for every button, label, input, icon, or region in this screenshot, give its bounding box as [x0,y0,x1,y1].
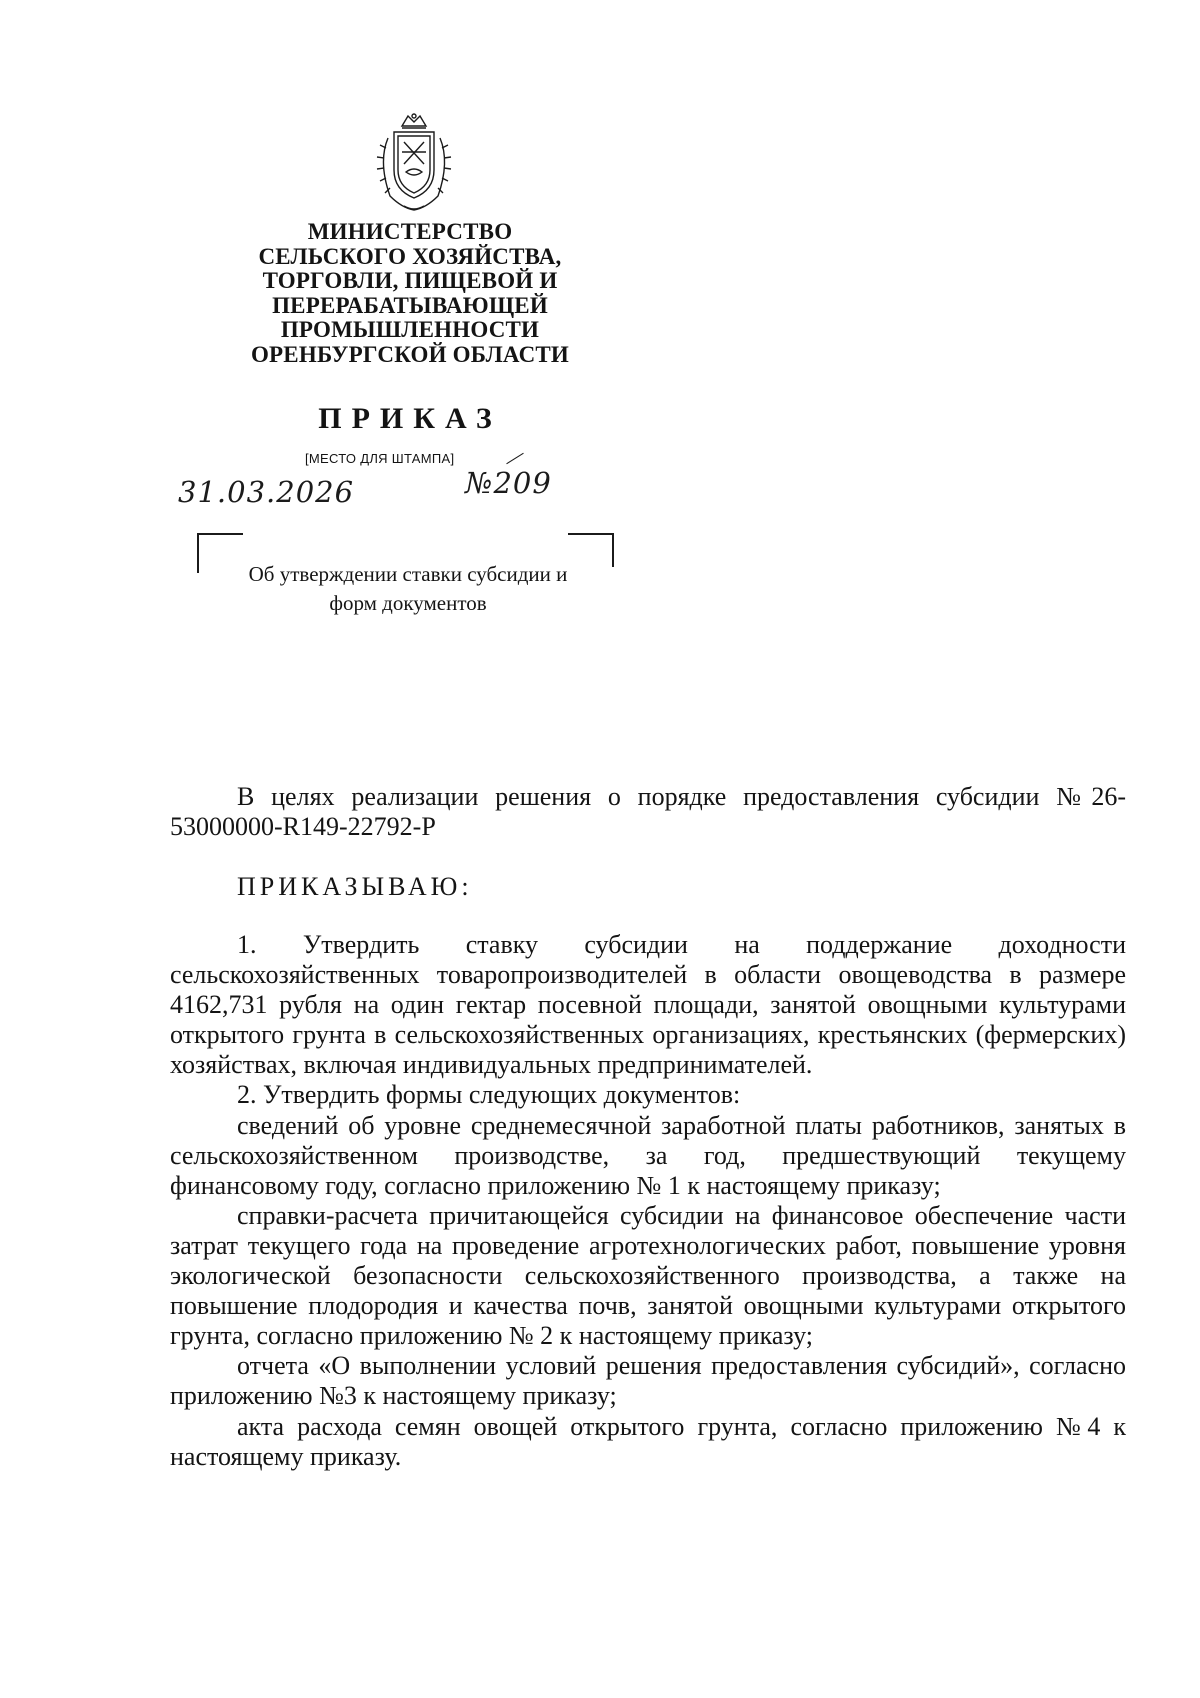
ministry-line: ПЕРЕРАБАТЫВАЮЩЕЙ [272,292,548,318]
ministry-line: ТОРГОВЛИ, ПИЩЕВОЙ И [262,268,558,293]
coat-of-arms-icon [368,112,460,214]
ministry-line: МИНИСТЕРСТВО [307,219,513,244]
subject-line: форм документов [329,591,487,615]
ministry-line: ПРОМЫШЛЕННОСТИ [280,317,540,342]
stamp-placeholder: [МЕСТО ДЛЯ ШТАМПА] [305,451,455,466]
paragraph-form-wages: сведений об уровне среднемесячной заработной платы работников, занятых в сельскохозяйственном производстве, за год, предшествующий текущему финансовому году, согласно приложению № 1 к настоящему приказу; [170,1110,1126,1200]
paragraph-2: 2. Утвердить формы следующих документов: [237,1080,741,1110]
ministry-line: СЕЛЬСКОГО ХОЗЯЙСТВА, [258,243,562,269]
subject-line: Об утверждении ставки субсидии и [248,562,568,586]
paragraph-form-calculation: справки-расчета причитающейся субсидии на финансовое обеспечение части затрат текущего года на проведение агротехнологических работ, повышение уровня экологической безопасности сельскохозяйственного производства, а также на повышение плодородия и качества почв, занятой овощными культурами открытого грунта, согласно приложению № 2 к настоящему приказу; [170,1200,1126,1351]
paragraph-1: 1. Утвердить ставку субсидии на поддержание доходности сельскохозяйственных товаропроизводителей в области овощеводства в размере 4162,731 рубля на один гектар посевной площади, занятой овощными культурами открытого грунта в сельскохозяйственных организациях, крестьянских (фермерских) хозяйствах, включая индивидуальных предпринимателей. [170,930,1126,1080]
ministry-line: ОРЕНБУРГСКОЙ ОБЛАСТИ [250,341,570,367]
handwritten-number: №209 [465,466,552,500]
subject-heading [206,560,610,618]
intro-text: В целях реализации решения о порядке предоставления субсидии №26-53000000-R149-22792-Р [170,782,1126,842]
document-type-title: ПРИКАЗ [318,402,502,435]
handwriting-stroke [506,453,523,464]
paragraph-form-report: отчета «О выполнении условий решения предоставления субсидий», согласно приложению №3 к настоящему приказу; [170,1351,1126,1411]
intro-paragraph [170,782,1126,842]
order-directive: ПРИКАЗЫВАЮ: [237,872,473,901]
order-body [170,930,1126,1472]
handwritten-date: 31.03.2026 [178,475,355,509]
ministry-name [190,220,630,367]
coat-of-arms-graphic [368,112,460,214]
paragraph-form-seeds-act: акта расхода семян овощей открытого грунта, согласно приложению №4 к настоящему приказу. [170,1411,1126,1471]
